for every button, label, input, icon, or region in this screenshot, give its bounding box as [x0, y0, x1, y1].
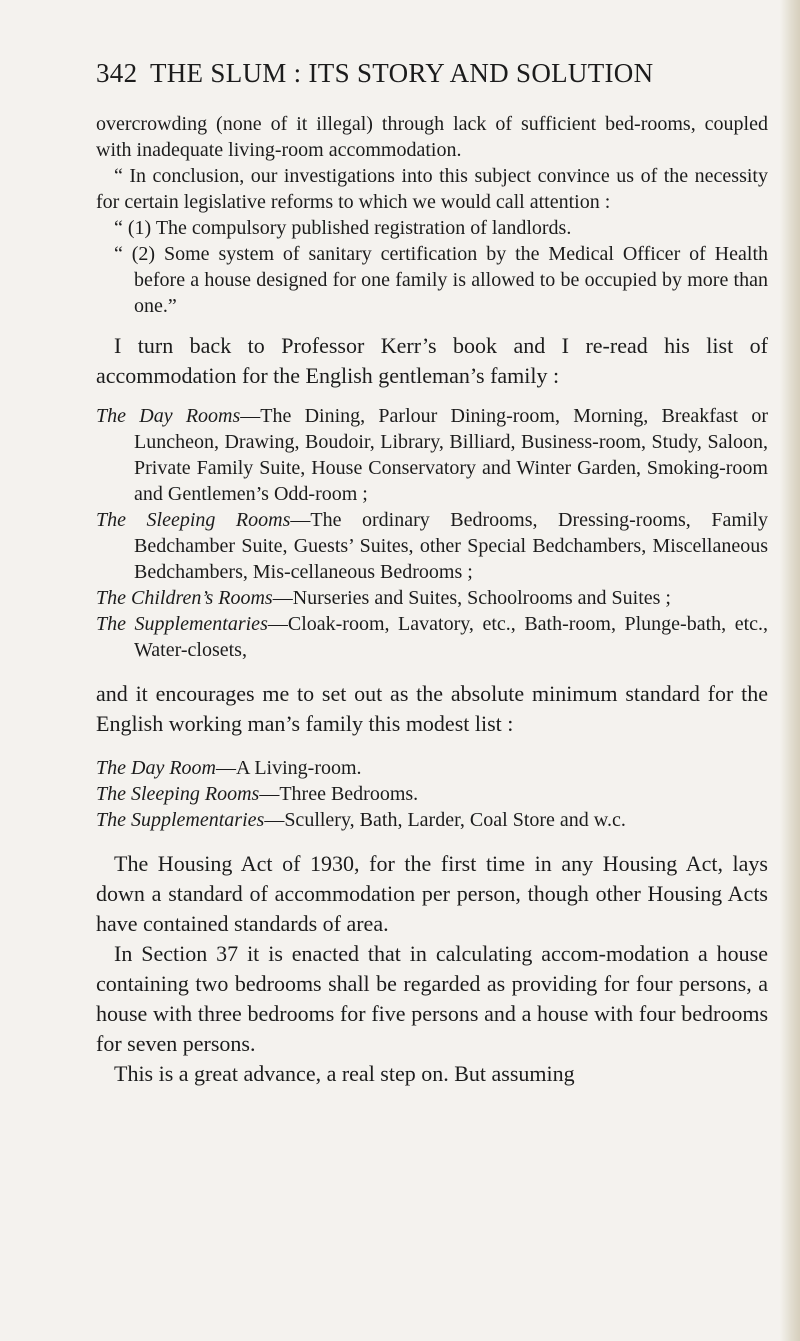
- body-paragraph: In Section 37 it is enacted that in calculating accom-modation a house containing two bedrooms shall be regarded as providing for four persons, a house with three bedrooms for five persons and a house with four bedrooms for seven persons.: [96, 941, 768, 1056]
- list-item: [96, 403, 768, 507]
- list-item-heading: The Day Rooms: [96, 405, 241, 427]
- list-item-heading: The Sleeping Rooms: [96, 783, 260, 805]
- list-item: [96, 807, 768, 833]
- page-content: [96, 58, 768, 1089]
- list-item-heading: The Supplementaries: [96, 809, 265, 831]
- list-item-text: —The ordinary Bedrooms, Dressing-rooms, Family Bedchamber Suite, Guests’ Suites, other Special Bedchambers, Miscellaneous Bedchambers, Mis-cellaneous Bedrooms ;: [134, 509, 768, 583]
- list-item-text: —The Dining, Parlour Dining-room, Morning, Breakfast or Luncheon, Drawing, Boudoir, Library, Billiard, Business-room, Study, Saloon, Private Family Suite, House Conservatory and Winter Garden, Smoking-room and Gentlemen’s Odd-room ;: [134, 405, 768, 505]
- list-item: [96, 585, 768, 611]
- running-title: THE SLUM : ITS STORY AND SOLUTION: [149, 58, 654, 88]
- body-paragraph: I turn back to Professor Kerr’s book and I re-read his list of accommodation for the English gentleman’s family :: [96, 333, 768, 388]
- list-item-heading: The Sleeping Rooms: [96, 509, 291, 531]
- kerr-accommodation-list: [96, 403, 768, 663]
- quote-paragraph: “ In conclusion, our investigations into this subject convince us of the necessity for certain legislative reforms to which we would call attention :: [96, 165, 768, 213]
- list-item-text: —A Living-room.: [215, 757, 362, 779]
- list-item-text: —Nurseries and Suites, Schoolrooms and Suites ;: [272, 587, 671, 609]
- list-item-text: —Scullery, Bath, Larder, Coal Store and w.c.: [264, 809, 626, 831]
- body-paragraph: The Housing Act of 1930, for the first time in any Housing Act, lays down a standard of accommodation per person, though other Housing Acts have contained standards of area.: [96, 851, 768, 936]
- running-header: [96, 58, 768, 89]
- quote-paragraph: overcrowding (none of it illegal) through lack of sufficient bed-rooms, coupled with inadequate living-room accommodation.: [96, 113, 768, 161]
- body-paragraph: and it encourages me to set out as the absolute minimum standard for the English working man’s family this modest list :: [96, 681, 768, 736]
- list-item-text: —Three Bedrooms.: [259, 783, 419, 805]
- minimum-accommodation-list: [96, 755, 768, 833]
- list-item: [96, 507, 768, 585]
- list-item-heading: The Children’s Rooms: [96, 587, 273, 609]
- quoted-report: [96, 111, 768, 319]
- page-number: 342: [96, 58, 138, 88]
- quote-list-item: “ (2) Some system of sanitary certification by the Medical Officer of Health before a house designed for one family is allowed to be occupied by more than one.”: [114, 243, 768, 317]
- list-item: [96, 781, 768, 807]
- list-item: [96, 755, 768, 781]
- list-item-heading: The Supplementaries: [96, 613, 268, 635]
- list-item: [96, 611, 768, 663]
- list-item-heading: The Day Room: [96, 757, 216, 779]
- page-edge-shadow: [780, 0, 800, 1341]
- body-paragraph: This is a great advance, a real step on. But assuming: [114, 1061, 575, 1086]
- quote-list-item: “ (1) The compulsory published registration of landlords.: [114, 217, 572, 239]
- list-item-text: —Cloak-room, Lavatory, etc., Bath-room, Plunge-bath, etc., Water-closets,: [134, 613, 769, 661]
